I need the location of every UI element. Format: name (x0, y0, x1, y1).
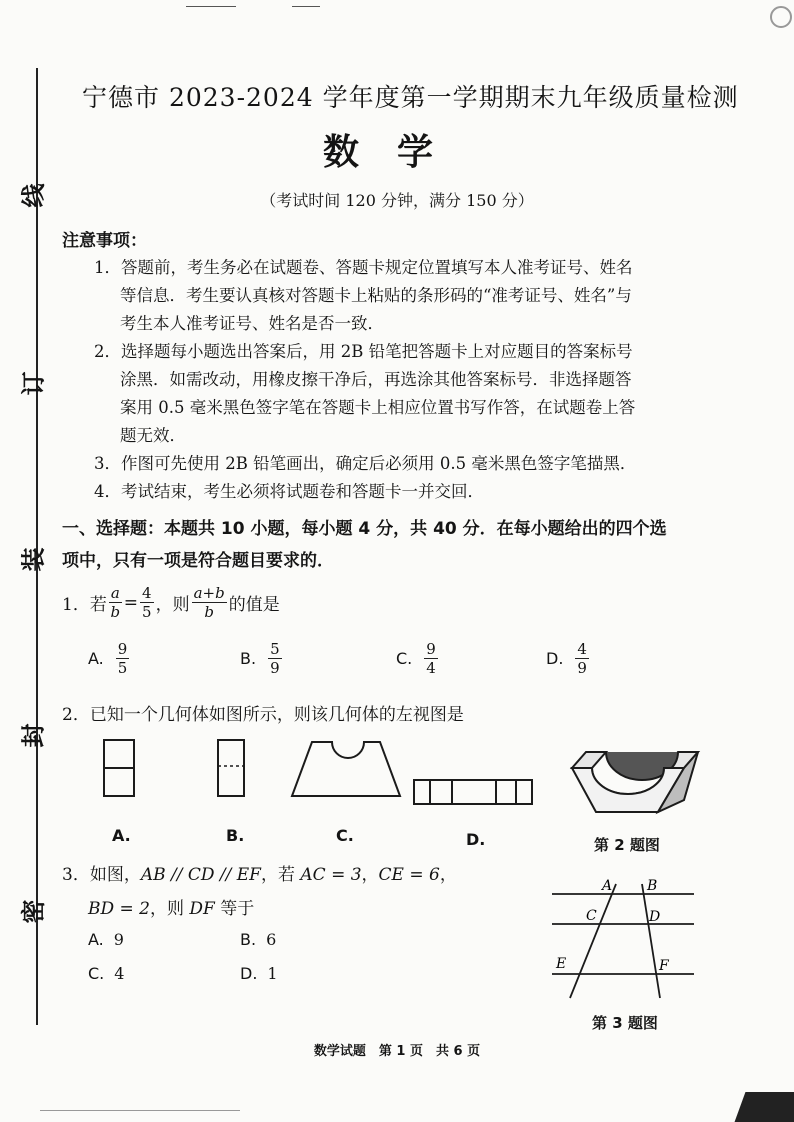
time-note: （考试时间 120 分钟，满分 150 分） (260, 191, 534, 210)
figure-option-d (410, 776, 538, 808)
denominator: 4 (426, 659, 436, 677)
denominator: b (204, 603, 214, 621)
option-a[interactable] (88, 930, 124, 949)
option-label: D. (240, 964, 258, 983)
math-expression: AC = 3 (300, 865, 362, 885)
math-expression: BD = 2 (88, 899, 150, 919)
point-label: D (649, 909, 661, 925)
point-label: B (647, 878, 658, 894)
denominator: 9 (577, 659, 587, 677)
numerator: 9 (426, 640, 436, 658)
question-3 (62, 860, 457, 885)
notice-line: 1．答题前，考生务必在试题卷、答题卡规定位置填写本人准考证号、姓名 (94, 258, 633, 277)
notice-heading: 注意事项： (62, 231, 147, 251)
option-label: C. (88, 964, 105, 983)
binding-char: 线 (18, 183, 48, 208)
numerator: 5 (270, 640, 280, 658)
option-c[interactable] (396, 640, 440, 677)
question-text: 若 (89, 595, 107, 615)
option-value: 9 (113, 930, 124, 949)
option-label: D. (546, 649, 564, 668)
question-text: 如图， (89, 865, 141, 885)
math-expression: AB // CD // EF (140, 865, 261, 885)
page-footer: 数学试题 第 1 页 共 6 页 (313, 1044, 481, 1059)
scan-mark (186, 6, 236, 7)
corner-scan-mark (770, 6, 792, 28)
question-text: 的值是 (228, 595, 280, 615)
question-text: 等于 (214, 899, 255, 919)
option-label: A. (88, 649, 104, 668)
option-label: B. (240, 930, 257, 949)
section-heading: 一、选择题：本题共 10 小题，每小题 4 分，共 40 分．在每小题给出的四个选 (62, 519, 667, 539)
denominator: 9 (270, 659, 280, 677)
equals-sign: = (123, 592, 139, 613)
notice-line: 3．作图可先使用 2B 铅笔画出，确定后必须用 0.5 毫米黑色签字笔描黑． (94, 454, 637, 473)
section-heading: 项中，只有一项是符合题目要求的． (62, 551, 334, 571)
notice-line: 2．选择题每小题选出答案后，用 2B 铅笔把答题卡上对应题目的答案标号 (94, 342, 633, 361)
figure-parallel-lines (548, 874, 698, 1004)
question-number: 3． (62, 865, 90, 885)
question-text: ，则 (155, 595, 190, 615)
option-d[interactable] (240, 964, 278, 983)
question-text: ， (361, 865, 379, 885)
option-value: 4 (114, 964, 125, 983)
figure-option-b (214, 736, 250, 800)
math-expression: CE = 6 (378, 865, 440, 885)
point-label: E (556, 956, 567, 972)
fraction (268, 640, 282, 677)
option-b[interactable] (240, 930, 276, 949)
question-2: 2．已知一个几何体如图所示，则该几何体的左视图是 (62, 705, 464, 725)
fraction (109, 584, 122, 621)
option-b[interactable] (240, 640, 284, 677)
option-value: 6 (266, 930, 277, 949)
math-expression: DF (189, 899, 215, 919)
question-number: 1． (62, 595, 90, 615)
numerator: 4 (577, 640, 587, 658)
fraction (116, 640, 130, 677)
binding-char: 装 (18, 547, 48, 572)
corner-scan-mark (735, 1092, 794, 1122)
figure-caption: 第 2 题图 (594, 836, 660, 854)
option-label: C. (396, 649, 413, 668)
subject-title: 数学 (322, 131, 471, 173)
question-text: ， (439, 865, 457, 885)
question-3-line-2 (88, 894, 254, 919)
numerator: 9 (117, 640, 128, 658)
scan-mark (292, 6, 320, 7)
notice-line: 等信息．考生要认真核对答题卡上粘贴的条形码的“准考证号、姓名”与 (120, 286, 632, 305)
fraction (192, 584, 227, 621)
notice-line: 4．考试结束，考生必须将试题卷和答题卡一并交回． (94, 482, 484, 501)
notice-line: 涂黑．如需改动，用橡皮擦干净后，再选涂其他答案标号．非选择题答 (120, 370, 632, 389)
option-c[interactable] (88, 964, 124, 983)
numerator: 4 (142, 584, 152, 602)
question-text: ，若 (260, 865, 301, 885)
figure-caption: 第 3 题图 (592, 1014, 658, 1032)
numerator: a (110, 584, 120, 602)
option-label: B. (240, 649, 257, 668)
option-c[interactable]: C. (336, 826, 354, 845)
point-label: C (586, 908, 597, 924)
point-label: F (659, 958, 669, 974)
denominator: 5 (142, 603, 152, 621)
fraction (575, 640, 589, 677)
figure-option-c (288, 738, 404, 800)
option-a[interactable] (88, 640, 131, 677)
option-d[interactable]: D. (466, 830, 486, 849)
denominator: b (110, 603, 121, 621)
notice-line: 案用 0.5 毫米黑色签字笔在答题卡上相应位置书写作答，在试题卷上答 (120, 398, 636, 417)
binding-char: 密 (18, 899, 48, 924)
scan-mark (40, 1110, 240, 1111)
binding-char: 订 (18, 371, 48, 396)
numerator: a+b (193, 584, 225, 602)
option-value: 1 (267, 964, 278, 983)
denominator: 5 (117, 659, 128, 677)
figure-geometric-solid (566, 728, 712, 818)
notice-line: 题无效． (120, 426, 186, 445)
exam-title: 宁德市 2023-2024 学年度第一学期期末九年级质量检测 (82, 83, 739, 112)
notice-line: 考生本人准考证号、姓名是否一致． (120, 314, 384, 333)
option-a[interactable]: A. (112, 826, 131, 845)
fraction (140, 584, 154, 621)
option-label: A. (88, 930, 104, 949)
binding-char: 封 (18, 723, 48, 748)
option-b[interactable]: B. (226, 826, 245, 845)
option-d[interactable] (546, 640, 591, 677)
question-text: ，则 (150, 899, 190, 919)
question-1 (62, 584, 280, 621)
fraction (424, 640, 438, 677)
point-label: A (602, 878, 613, 894)
figure-option-a (100, 736, 140, 800)
